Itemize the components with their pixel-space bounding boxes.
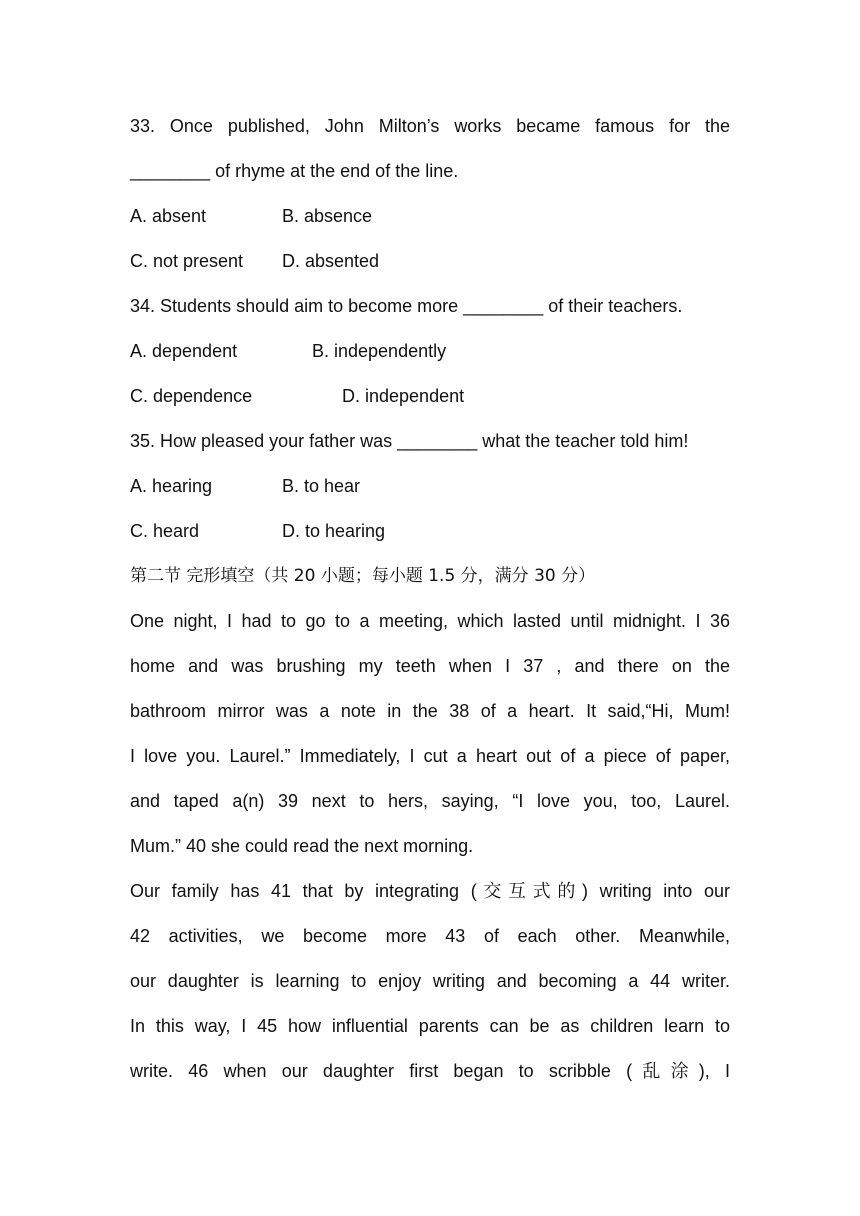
option-c: C. not present bbox=[130, 251, 244, 271]
question-35-options-row-2 bbox=[130, 509, 730, 554]
option-b: B. to hear bbox=[282, 476, 361, 496]
question-33-stem: 33. Once published, John Milton’s works became famous for the bbox=[130, 116, 730, 136]
question-33-stem-continued: ________ of rhyme at the end of the line. bbox=[130, 161, 459, 181]
question-35-stem: 35. How pleased your father was ________ what the teacher told him! bbox=[130, 431, 689, 451]
page-content bbox=[130, 104, 730, 1094]
section-heading: 第二节 完形填空（共 20 小题；每小题 1.5 分，满分 30 分） bbox=[130, 566, 596, 586]
option-b: B. independently bbox=[312, 341, 447, 361]
passage-line: home and was brushing my teeth when I 37 , and there on the bbox=[130, 656, 730, 676]
passage-line: and taped a(n) 39 next to hers, saying, “I love you, too, Laurel. bbox=[130, 791, 730, 811]
question-34-stem: 34. Students should aim to become more ________ of their teachers. bbox=[130, 296, 683, 316]
question-34-options-row-1 bbox=[130, 329, 730, 374]
passage-line: write. 46 when our daughter first began to scribble (乱涂), I bbox=[130, 1061, 730, 1081]
passage-line: 42 activities, we become more 43 of each other. Meanwhile, bbox=[130, 926, 730, 946]
passage-line: bathroom mirror was a note in the 38 of a heart. It said,“Hi, Mum! bbox=[130, 701, 730, 721]
option-a: A. dependent bbox=[130, 341, 238, 361]
question-35-options-row-1 bbox=[130, 464, 730, 509]
passage-line: I love you. Laurel.” Immediately, I cut a heart out of a piece of paper, bbox=[130, 746, 730, 766]
option-d: D. absented bbox=[282, 251, 380, 271]
passage-line: Our family has 41 that by integrating (交互式的) writing into our bbox=[130, 881, 730, 901]
option-d: D. to hearing bbox=[282, 521, 386, 541]
passage-line: our daughter is learning to enjoy writing and becoming a 44 writer. bbox=[130, 971, 730, 991]
question-33-options-row-1 bbox=[130, 194, 730, 239]
option-a: A. hearing bbox=[130, 476, 213, 496]
option-a: A. absent bbox=[130, 206, 207, 226]
question-34-options-row-2 bbox=[130, 374, 730, 419]
question-33-options-row-2 bbox=[130, 239, 730, 284]
passage-line: In this way, I 45 how influential parents can be as children learn to bbox=[130, 1016, 730, 1036]
option-c: C. dependence bbox=[130, 386, 253, 406]
passage-line: Mum.” 40 she could read the next morning. bbox=[130, 836, 474, 856]
option-d: D. independent bbox=[342, 386, 465, 406]
option-c: C. heard bbox=[130, 521, 200, 541]
option-b: B. absence bbox=[282, 206, 373, 226]
passage-line: One night, I had to go to a meeting, which lasted until midnight. I 36 bbox=[130, 611, 730, 631]
